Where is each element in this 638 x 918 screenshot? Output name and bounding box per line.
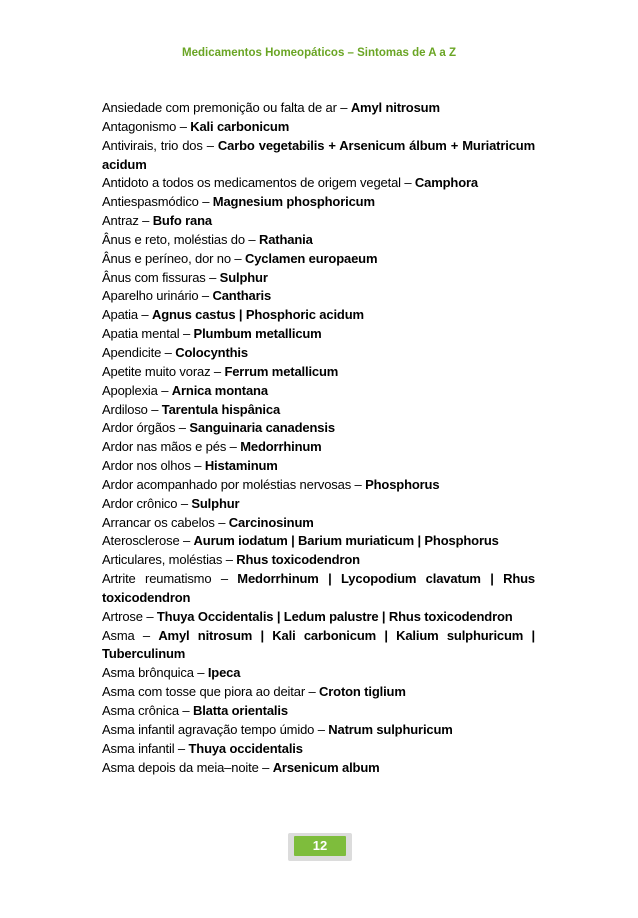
page-number: 12 — [294, 836, 346, 856]
symptom-entry — [102, 551, 535, 570]
remedy-text: Agnus castus | Phosphoric acidum — [151, 307, 364, 323]
symptom-text: Asma depois da meia–noite – — [102, 759, 273, 775]
symptom-entry — [102, 306, 535, 325]
symptom-entry — [102, 269, 535, 288]
symptom-entry — [102, 627, 535, 665]
symptom-entry — [102, 438, 535, 457]
remedy-text: Arsenicum album — [272, 759, 380, 775]
symptom-text: Aterosclerose – — [102, 533, 194, 549]
symptom-text: Ânus com fissuras – — [102, 269, 220, 285]
remedy-text: Carcinosinum — [228, 514, 314, 530]
symptom-entry — [102, 382, 535, 401]
remedy-text: Thuya Occidentalis | Ledum palustre | Rhus toxicodendron — [156, 608, 513, 624]
symptom-entry — [102, 664, 535, 683]
symptom-entry — [102, 740, 535, 759]
symptom-text: Ardor crônico – — [102, 495, 192, 511]
remedy-text: Cantharis — [212, 288, 272, 304]
symptom-entry — [102, 514, 535, 533]
remedy-text: Rathania — [258, 231, 313, 247]
symptom-text: Asma infantil agravação tempo úmido – — [102, 721, 329, 737]
remedy-text: Amyl nitrosum — [350, 100, 440, 115]
symptom-entry — [102, 608, 535, 627]
symptom-text: Apendicite – — [102, 344, 176, 360]
remedy-text: Aurum iodatum | Barium muriaticum | Phosphorus — [193, 533, 499, 549]
symptom-entry — [102, 118, 535, 137]
remedy-text: Camphora — [414, 175, 478, 191]
symptom-text: Ardor acompanhado por moléstias nervosas – — [102, 476, 366, 492]
symptom-text: Asma brônquica – — [102, 665, 208, 681]
remedy-text: Colocynthis — [175, 344, 248, 360]
symptom-text: Apatia – — [102, 307, 152, 323]
symptom-text: Asma com tosse que piora ao deitar – — [102, 684, 320, 700]
remedy-text: Tarentula hispânica — [161, 401, 281, 417]
page-header: Medicamentos Homeopáticos – Sintomas de A a Z — [182, 47, 456, 59]
remedy-text: Bufo rana — [152, 213, 213, 229]
symptom-entry — [102, 287, 535, 306]
symptom-entry — [102, 683, 535, 702]
remedy-text: Medorrhinum | Lycopodium clavatum | Rhus toxicodendron — [102, 571, 535, 605]
symptom-entry — [102, 250, 535, 269]
symptom-text: Antivirais, trio dos – — [102, 137, 218, 153]
remedy-text: Sulphur — [191, 495, 240, 511]
remedy-text: Rhus toxicodendron — [236, 552, 360, 568]
remedy-text: Plumbum metallicum — [193, 326, 322, 342]
symptom-entry — [102, 721, 535, 740]
symptom-text: Ânus e reto, moléstias do – — [102, 231, 259, 247]
symptom-entry — [102, 457, 535, 476]
symptom-entry — [102, 212, 535, 231]
symptom-text: Ânus e períneo, dor no – — [102, 250, 245, 266]
symptom-entry — [102, 137, 535, 175]
symptom-list — [102, 99, 535, 777]
remedy-text: Amyl nitrosum | Kali carbonicum | Kalium sulphuricum | Tuberculinum — [102, 627, 535, 662]
remedy-text: Carbo vegetabilis + Arsenicum álbum + Muriatricum acidum — [102, 137, 535, 172]
remedy-text: Croton tiglium — [319, 684, 406, 700]
symptom-entry — [102, 231, 535, 250]
symptom-entry — [102, 193, 535, 212]
remedy-text: Natrum sulphuricum — [328, 721, 453, 737]
symptom-entry — [102, 401, 535, 420]
symptom-entry — [102, 174, 535, 193]
symptom-text: Antidoto a todos os medicamentos de origem vegetal – — [102, 175, 415, 191]
remedy-text: Sulphur — [219, 269, 268, 285]
symptom-text: Ansiedade com premonição ou falta de ar – — [102, 100, 351, 115]
symptom-text: Ardiloso – — [102, 401, 162, 417]
remedy-text: Cyclamen europaeum — [244, 250, 378, 266]
symptom-text: Ardor órgãos – — [102, 420, 190, 436]
symptom-text: Aparelho urinário – — [102, 288, 213, 304]
remedy-text: Thuya occidentalis — [188, 740, 303, 756]
remedy-text: Arnica montana — [171, 382, 268, 398]
symptom-text: Ardor nas mãos e pés – — [102, 439, 241, 455]
remedy-text: Ipeca — [207, 665, 241, 681]
symptom-text: Antagonismo – — [102, 118, 191, 134]
symptom-entry — [102, 419, 535, 438]
remedy-text: Ferrum metallicum — [224, 363, 339, 379]
remedy-text: Medorrhinum — [240, 439, 322, 455]
symptom-text: Arrancar os cabelos – — [102, 514, 229, 530]
symptom-entry — [102, 325, 535, 344]
symptom-entry — [102, 344, 535, 363]
remedy-text: Magnesium phosphoricum — [212, 194, 375, 210]
symptom-text: Asma crônica – — [102, 703, 193, 718]
symptom-entry — [102, 759, 535, 778]
symptom-text: Artrose – — [102, 608, 157, 624]
symptom-entry — [102, 702, 535, 721]
symptom-text: Apatia mental – — [102, 326, 194, 342]
symptom-text: Antraz – — [102, 213, 153, 229]
remedy-text: Phosphorus — [365, 476, 440, 492]
symptom-text: Articulares, moléstias – — [102, 552, 237, 568]
symptom-text: Asma – — [102, 627, 159, 643]
page-number-badge — [288, 833, 352, 861]
remedy-text: Sanguinaria canadensis — [189, 420, 335, 436]
symptom-text: Artrite reumatismo – — [102, 571, 238, 587]
symptom-entry — [102, 476, 535, 495]
symptom-text: Antiespasmódico – — [102, 194, 213, 210]
remedy-text: Kali carbonicum — [190, 118, 290, 134]
symptom-entry — [102, 570, 535, 608]
symptom-entry — [102, 363, 535, 382]
remedy-text: Histaminum — [204, 458, 278, 474]
symptom-entry — [102, 532, 535, 551]
symptom-text: Ardor nos olhos – — [102, 458, 205, 474]
symptom-entry — [102, 495, 535, 514]
symptom-text: Apoplexia – — [102, 382, 172, 398]
symptom-entry — [102, 99, 535, 118]
symptom-text: Asma infantil – — [102, 740, 189, 756]
remedy-text: Blatta orientalis — [192, 703, 288, 718]
symptom-text: Apetite muito voraz – — [102, 363, 225, 379]
